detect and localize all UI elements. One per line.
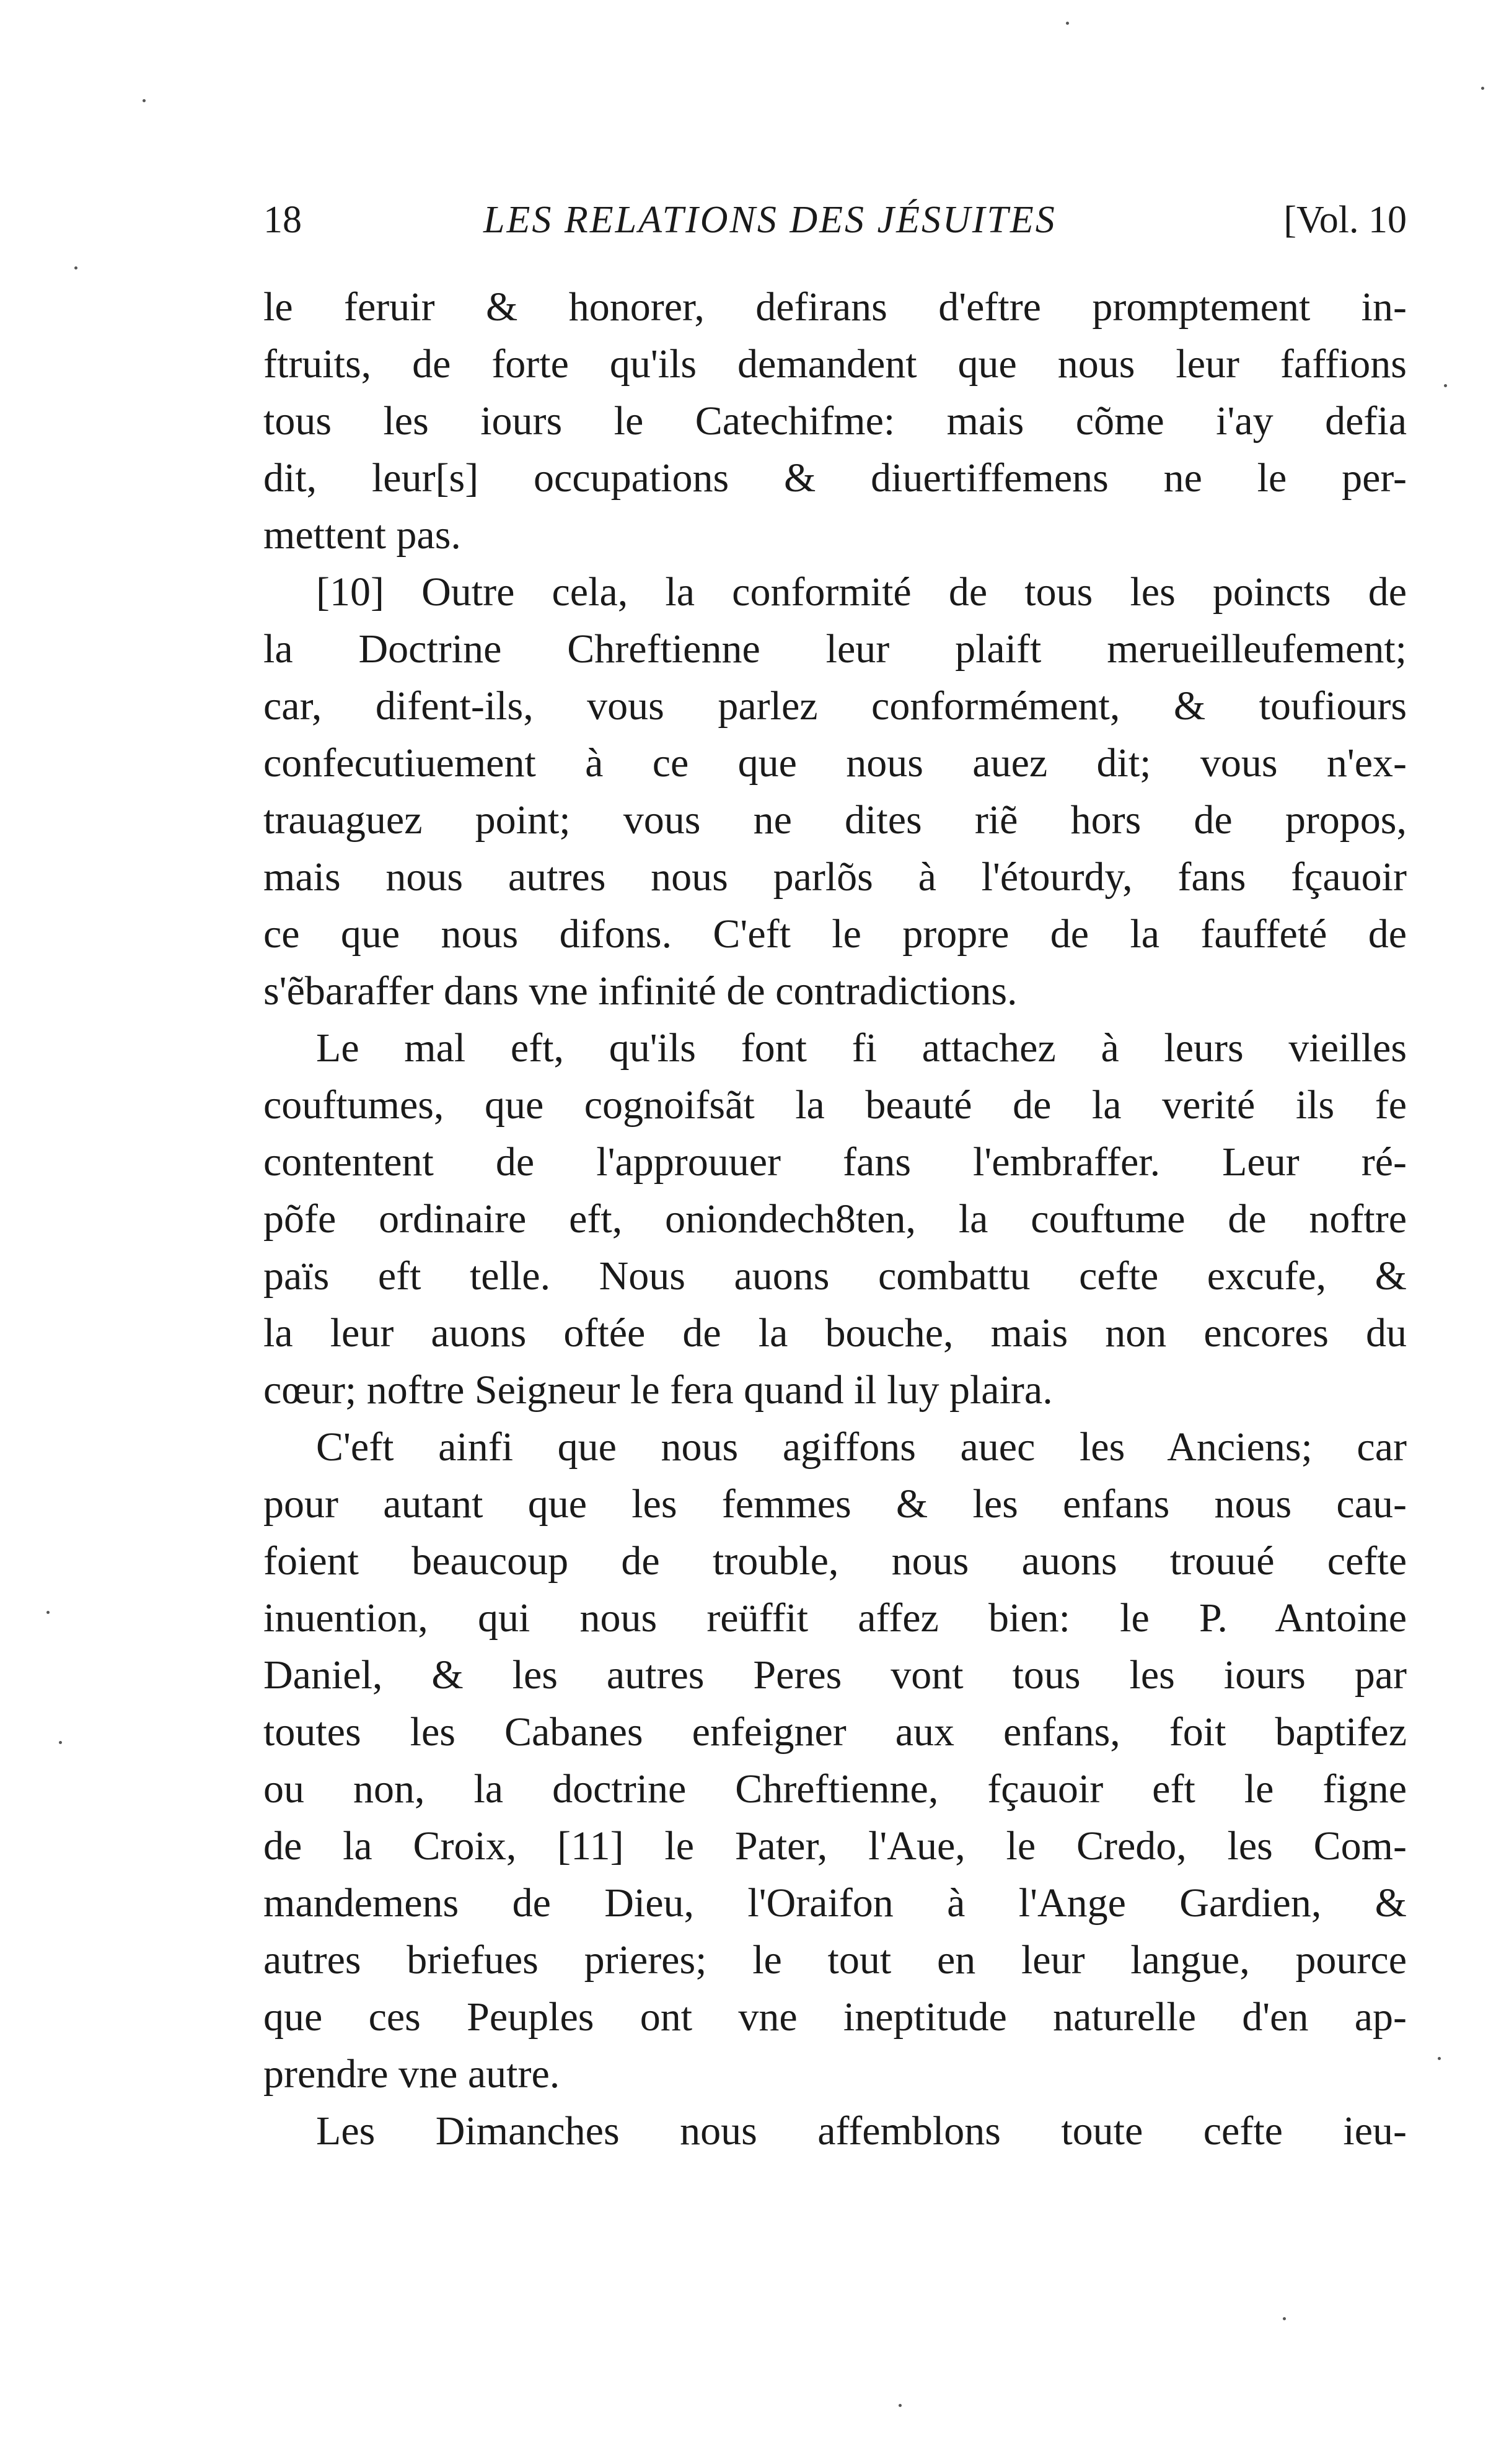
scan-speck	[1283, 2317, 1286, 2320]
text-line: s'ẽbaraffer dans vne infinité de contradictions.	[263, 968, 1018, 1014]
scan-speck	[899, 2404, 902, 2407]
paragraph-start-line: Les Dimanches nous affemblons toute cefte ieu-	[316, 2108, 1407, 2154]
text-line: païs eft telle. Nous auons combattu cefte excufe, &	[263, 1253, 1407, 1299]
scan-speck	[1066, 22, 1069, 25]
paragraph-start-line: [10] Outre cela, la conformité de tous les poincts de	[316, 569, 1407, 615]
text-line: confecutiuement à ce que nous auez dit; vous n'ex-	[263, 740, 1407, 786]
scan-speck	[1481, 87, 1484, 90]
text-line: inuention, qui nous reüffit affez bien: le P. Antoine	[263, 1595, 1407, 1641]
text-line: le feruir & honorer, defirans d'eftre promptement in-	[263, 284, 1407, 330]
text-line: mettent pas.	[263, 512, 461, 558]
text-line: ce que nous difons. C'eft le propre de la fauffeté de	[263, 911, 1407, 957]
text-line: couftumes, que cognoifsãt la beauté de la verité ils fe	[263, 1082, 1407, 1128]
text-line: toutes les Cabanes enfeigner aux enfans, foit baptifez	[263, 1709, 1407, 1755]
text-line: de la Croix, [11] le Pater, l'Aue, le Credo, les Com-	[263, 1823, 1407, 1869]
scan-speck	[74, 266, 77, 270]
text-line: mandemens de Dieu, l'Oraifon à l'Ange Gardien, &	[263, 1880, 1407, 1926]
page-number: 18	[263, 199, 302, 241]
text-line: dit, leur[s] occupations & diuertiffemens ne le per-	[263, 455, 1407, 501]
text-line: car, difent-ils, vous parlez conformément, & toufiours	[263, 683, 1407, 729]
scan-speck	[143, 99, 146, 102]
text-line: cœur; noftre Seigneur le fera quand il luy plaira.	[263, 1367, 1053, 1413]
text-line: autres briefues prieres; le tout en leur langue, pource	[263, 1937, 1407, 1983]
text-line: trauaguez point; vous ne dites riẽ hors de propos,	[263, 797, 1407, 843]
text-line: contentent de l'approuuer fans l'embraffer. Leur ré-	[263, 1139, 1407, 1185]
text-line: ftruits, de forte qu'ils demandent que nous leur faffions	[263, 341, 1407, 387]
text-line: põfe ordinaire eft, oniondech8ten, la couftume de noftre	[263, 1196, 1407, 1242]
text-line: pour autant que les femmes & les enfans nous cau-	[263, 1481, 1407, 1527]
paragraph-start-line: Le mal eft, qu'ils font fi attachez à leurs vieilles	[316, 1025, 1407, 1071]
text-line: tous les iours le Catechifme: mais cõme i'ay defia	[263, 398, 1407, 444]
running-title: LES RELATIONS DES JÉSUITES	[483, 199, 1057, 241]
volume-label: [Vol. 10	[1283, 199, 1407, 241]
scan-speck	[1438, 2057, 1441, 2060]
scan-speck	[46, 1611, 50, 1614]
text-line: que ces Peuples ont vne ineptitude naturelle d'en ap-	[263, 1994, 1407, 2040]
text-line: la leur auons oftée de la bouche, mais non encores du	[263, 1310, 1407, 1356]
scan-speck	[59, 1741, 62, 1744]
running-head	[263, 192, 1407, 248]
body-text	[263, 279, 1407, 2160]
paragraph-start-line: C'eft ainfi que nous agiffons auec les Anciens; car	[316, 1424, 1407, 1470]
scan-speck	[1444, 384, 1447, 387]
text-line: la Doctrine Chreftienne leur plaift merueilleufement;	[263, 626, 1407, 672]
text-line: Daniel, & les autres Peres vont tous les iours par	[263, 1652, 1407, 1698]
text-line: ou non, la doctrine Chreftienne, fçauoir eft le figne	[263, 1766, 1407, 1812]
text-line: foient beaucoup de trouble, nous auons trouué cefte	[263, 1538, 1407, 1584]
text-line: mais nous autres nous parlõs à l'étourdy, fans fçauoir	[263, 854, 1407, 900]
text-line: prendre vne autre.	[263, 2051, 560, 2097]
